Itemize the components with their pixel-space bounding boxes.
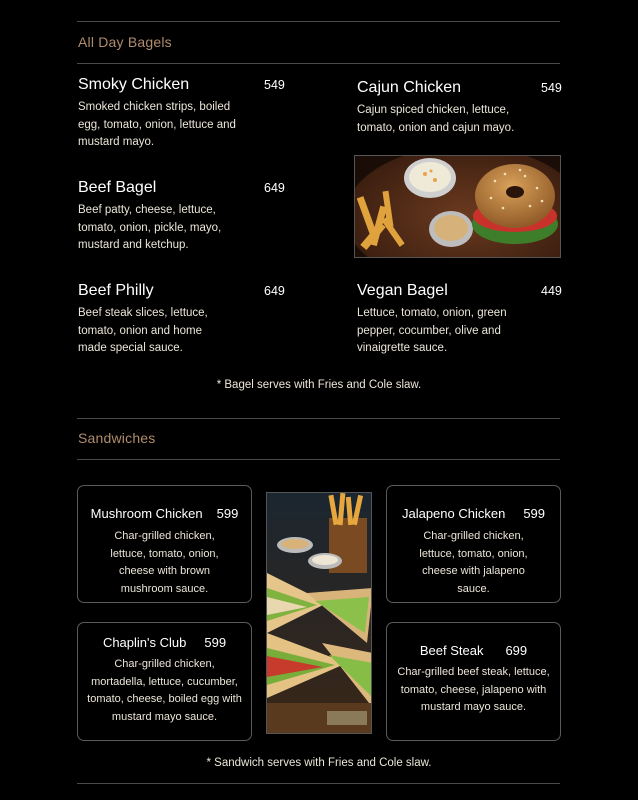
menu-item-smoky-chicken xyxy=(78,76,288,152)
bagels-divider xyxy=(77,63,560,64)
item-price: 449 xyxy=(541,284,562,298)
bottom-divider xyxy=(77,783,560,784)
sandwich-serving-note: * Sandwich serves with Fries and Cole slaw. xyxy=(206,757,432,769)
card-header xyxy=(78,635,251,650)
item-price: 599 xyxy=(216,506,239,521)
club-sandwich-image xyxy=(267,493,372,734)
card-header xyxy=(387,506,560,521)
item-description: Beef patty, cheese, lettuce, tomato, onion, pickle, mayo, mustard and ketchup. xyxy=(78,204,222,251)
item-price: 599 xyxy=(204,635,227,650)
section-title-bagels: All Day Bagels xyxy=(78,34,172,50)
item-price: 649 xyxy=(264,284,285,298)
item-description: Lettuce, tomato, onion, green pepper, cocumber, olive and vinaigrette sauce. xyxy=(357,307,507,354)
menu-item-cajun-chicken xyxy=(357,79,563,137)
bagel-platter-image xyxy=(355,156,561,258)
card-header xyxy=(78,506,251,521)
item-name: Mushroom Chicken xyxy=(90,506,203,521)
bagel-serving-note: * Bagel serves with Fries and Cole slaw. xyxy=(216,379,422,391)
item-name: Jalapeno Chicken xyxy=(401,506,506,521)
menu-item-beef-philly xyxy=(78,282,288,358)
item-description: Char-grilled beef steak, lettuce, tomato, cheese, jalapeno with mustard mayo sauce. xyxy=(397,666,550,713)
item-price: 699 xyxy=(505,643,528,658)
item-name: Smoky Chicken xyxy=(78,76,190,93)
item-name: Cajun Chicken xyxy=(357,79,462,96)
bagel-photo xyxy=(354,155,561,258)
item-name: Beef Bagel xyxy=(78,179,157,196)
item-description: Smoked chicken strips, boiled egg, tomato, onion, lettuce and mustard mayo. xyxy=(78,101,236,148)
item-name: Beef Philly xyxy=(78,282,154,299)
item-description: Char-grilled chicken, lettuce, tomato, onion, cheese with jalapeno sauce. xyxy=(419,530,528,595)
item-name: Vegan Bagel xyxy=(357,282,448,299)
item-price: 549 xyxy=(541,81,562,95)
item-description: Char-grilled chicken, lettuce, tomato, onion, cheese with brown mushroom sauce. xyxy=(110,530,219,595)
item-description: Char-grilled chicken, mortadella, lettuce, cucumber, tomato, cheese, boiled egg with mustard mayo sauce. xyxy=(87,658,242,723)
item-name: Chaplin's Club xyxy=(102,635,187,650)
menu-card-mushroom-chicken xyxy=(77,485,252,603)
menu-item-beef-bagel xyxy=(78,179,288,255)
item-price: 649 xyxy=(264,181,285,195)
section-title-sandwiches: Sandwiches xyxy=(78,430,156,446)
item-name: Beef Steak xyxy=(419,643,484,658)
card-header xyxy=(387,643,560,658)
sandwich-photo xyxy=(266,492,372,734)
sandwiches-divider xyxy=(77,459,560,460)
menu-card-chaplins-club xyxy=(77,622,252,741)
sandwiches-top-divider xyxy=(77,418,560,419)
top-divider xyxy=(77,21,560,22)
menu-item-vegan-bagel xyxy=(357,282,563,358)
item-price: 549 xyxy=(264,78,285,92)
menu-card-jalapeno-chicken xyxy=(386,485,561,603)
item-description: Beef steak slices, lettuce, tomato, onion and home made special sauce. xyxy=(78,307,208,354)
item-description: Cajun spiced chicken, lettuce, tomato, onion and cajun mayo. xyxy=(357,104,515,134)
item-price: 599 xyxy=(523,506,546,521)
menu-card-beef-steak xyxy=(386,622,561,741)
